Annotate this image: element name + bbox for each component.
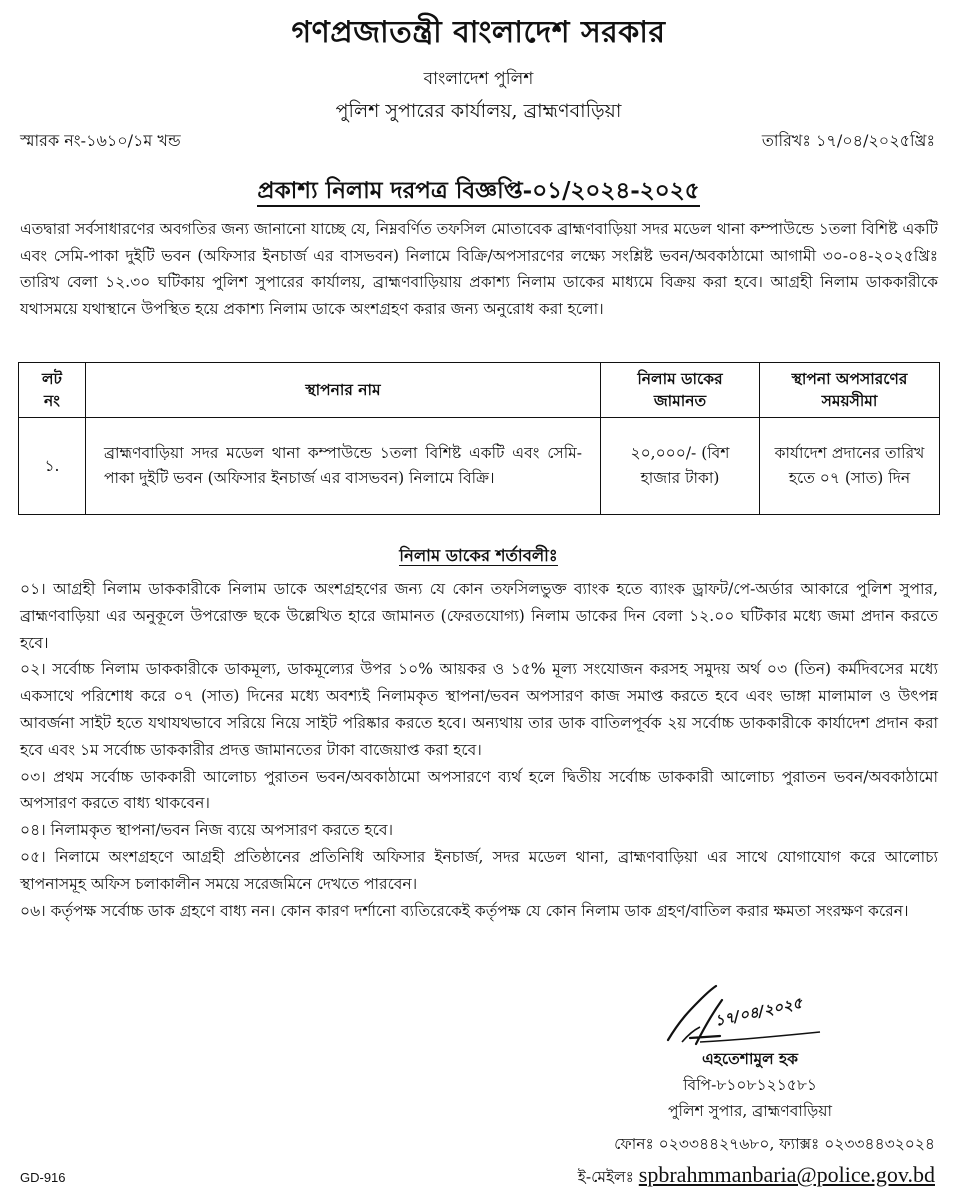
department-name: বাংলাদেশ পুলিশ: [423, 69, 534, 89]
office-name: পুলিশ সুপারের কার্যালয়, ব্রাহ্মণবাড়িয়া: [335, 100, 622, 122]
lot-table-header-row: [19, 363, 940, 418]
cell-bail-line1: ২০,০০০/- (বিশ: [630, 444, 730, 462]
memo-number: স্মারক নং-১৬১০/১ম খন্ড: [20, 131, 181, 150]
signature-block: [560, 1046, 940, 1124]
footer-code: GD-916: [20, 1170, 66, 1185]
term-item: ০৬। কর্তৃপক্ষ সর্বোচ্চ ডাক গ্রহণে বাধ্য নন। কোন কারণ দর্শানো ব্যতিরেকেই কর্তৃপক্ষ যে কোন নিলাম ডাক গ্রহণ/বাতিল করার ক্ষমতা সংরক্ষণ করেন।: [20, 901, 909, 920]
signatory-designation: পুলিশ সুপার, ব্রাহ্মণবাড়িয়া: [668, 1102, 832, 1120]
terms-title-text: নিলাম ডাকের শর্তাবলীঃ: [399, 546, 558, 565]
term-item: ০৪। নিলামকৃত স্থাপনা/ভবন নিজ ব্যয়ে অপসারণ করতে হবে।: [20, 821, 394, 840]
notice-date: তারিখঃ ১৭/০৪/২০২৫খ্রিঃ: [761, 131, 935, 150]
header-lot-line1: লট: [42, 369, 62, 388]
email-link[interactable]: spbrahmmanbaria@police.gov.bd: [638, 1162, 935, 1187]
cell-time-line1: কার্যাদেশ প্রদানের তারিখ: [774, 444, 925, 462]
header-time-limit: [760, 363, 940, 418]
notice-title-text: প্রকাশ্য নিলাম দরপত্র বিজ্ঞপ্তি-০১/২০২৪-২০২৫: [257, 177, 699, 207]
term-item: ০১। আগ্রহী নিলাম ডাককারীকে নিলাম ডাকে অংশগ্রহণের জন্য যে কোন তফসিলভুক্ত ব্যাংক হতে ব্যাংক ড্রাফট/পে-অর্ডার আকারে পুলিশ সুপার, ব্রাহ্মণবাড়িয়া এর অনুকূলে উপরোক্ত ছকে উল্লেখিত হারে জামানত (ফেরতযোগ্য) নিলাম ডাকের দিন বেলা ১২.০০ ঘটিকার মধ্যে জমা প্রদান করতে হবে।: [20, 580, 938, 652]
email-label: ই-মেইলঃ: [577, 1168, 639, 1186]
cell-structure-name: ব্রাহ্মণবাড়িয়া সদর মডেল থানা কম্পাউন্ডে ১তলা বিশিষ্ট একটি এবং সেমি-পাকা দুইটি ভবন (অফিসার ইনচার্জ এর বাসভবন) নিলামে বিক্রি।: [86, 418, 601, 515]
header-lot-line2: নং: [44, 391, 60, 410]
email-line: [578, 1162, 935, 1191]
handwritten-signature: [660, 980, 830, 1052]
phone-fax: ফোনঃ ০২৩৩৪৪২৭৬৮০, ফ্যাক্সঃ ০২৩৩৪৪৩২০২৪: [614, 1135, 935, 1153]
header-time-line2: সময়সীমা: [821, 391, 878, 410]
notice-title: [0, 172, 957, 211]
term-item: ০৩। প্রথম সর্বোচ্চ ডাককারী আলোচ্য পুরাতন ভবন/অবকাঠামো অপসারণে ব্যর্থ হলে দ্বিতীয় সর্বোচ্চ ডাককারী আলোচ্য পুরাতন ভবন/অবকাঠামো অপসারণ করতে বাধ্য থাকবেন।: [20, 767, 938, 813]
cell-time-line2: হতে ০৭ (সাত) দিন: [788, 469, 911, 487]
lot-table: [18, 362, 940, 515]
header-bail: [601, 363, 760, 418]
terms-list: [20, 576, 938, 924]
cell-lot-no: ১.: [19, 418, 86, 515]
header-time-line1: স্থাপনা অপসারণের: [791, 369, 908, 388]
terms-title: [0, 543, 957, 570]
term-item: ০২। সর্বোচ্চ নিলাম ডাককারীকে ডাকমূল্য, ডাকমূল্যের উপর ১০% আয়কর ও ১৫% মূল্য সংযোজন করসহ সমুদয় অর্থ ০৩ (তিন) কর্মদিবসের মধ্যে একসাথে পরিশোধ করে ০৭ (সাত) দিনের মধ্যে অবশ্যই নিলামকৃত স্থাপনা/ভবন অপসারণ কাজ সমাপ্ত করতে হবে এবং ভাঙ্গা মালামাল ও উৎপন্ন আবর্জনা সাইট হতে যথাযথভাবে সরিয়ে নিয়ে সাইট পরিষ্কার করতে হবে। অন্যথায় তার ডাক বাতিলপূর্বক ২য় সর্বোচ্চ ডাককারীকে কার্যাদেশ প্রদান করা হবে এবং ১ম সর্বোচ্চ ডাককারীর প্রদত্ত জামানতের টাকা বাজেয়াপ্ত করা হবে।: [20, 660, 938, 759]
header-structure-name: [86, 363, 601, 418]
header-bail-line2: জামানত: [653, 391, 707, 410]
header-name-text: স্থাপনার নাম: [305, 380, 381, 399]
signatory-name: এহতেশামুল হক: [702, 1049, 798, 1068]
term-item: ০৫। নিলামে অংশগ্রহণে আগ্রহী প্রতিষ্ঠানের প্রতিনিধি অফিসার ইনচার্জ, সদর মডেল থানা, ব্রাহ্মণবাড়িয়া এর সাথে যোগাযোগ করে আলোচ্য স্থাপনাসমূহ অফিস চলাকালীন সময়ে সরেজমিনে দেখতে পারবেন।: [20, 847, 938, 893]
cell-bail-line2: হাজার টাকা): [640, 469, 720, 487]
signatory-bp: বিপি-৮১০৮১২১৫৮১: [683, 1076, 817, 1094]
government-title: গণপ্রজাতন্ত্রী বাংলাদেশ সরকার: [291, 15, 666, 50]
table-row: [19, 418, 940, 515]
header-bail-line1: নিলাম ডাকের: [637, 369, 723, 388]
signature-date: ১৭/০৪/২০২৫: [713, 993, 804, 1030]
cell-time-limit: [760, 418, 940, 515]
header-lot-no: [19, 363, 86, 418]
intro-paragraph: এতদ্বারা সর্বসাধারণের অবগতির জন্য জানানো যাচ্ছে যে, নিম্নবর্ণিত তফসিল মোতাবেক ব্রাহ্মণবাড়িয়া সদর মডেল থানা কম্পাউন্ডে ১তলা বিশিষ্ট একটি এবং সেমি-পাকা দুইটি ভবন (অফিসার ইনচার্জ এর বাসভবন) নিলামে বিক্রি/অপসারণের লক্ষ্যে সংশ্লিষ্ট ভবন/অবকাঠামো আগামী ৩০-০৪-২০২৫খ্রিঃ তারিখ বেলা ১২.৩০ ঘটিকায় পুলিশ সুপারের কার্যালয়, ব্রাহ্মণবাড়িয়ায় প্রকাশ্য নিলাম ডাকের মাধ্যমে বিক্রয় করা হবে। আগ্রহী নিলাম ডাককারীকে যথাসময়ে যথাস্থানে উপস্থিত হয়ে প্রকাশ্য নিলাম ডাকে অংশগ্রহণ করার জন্য অনুরোধ করা হলো।: [20, 220, 938, 318]
cell-bail: [601, 418, 760, 515]
